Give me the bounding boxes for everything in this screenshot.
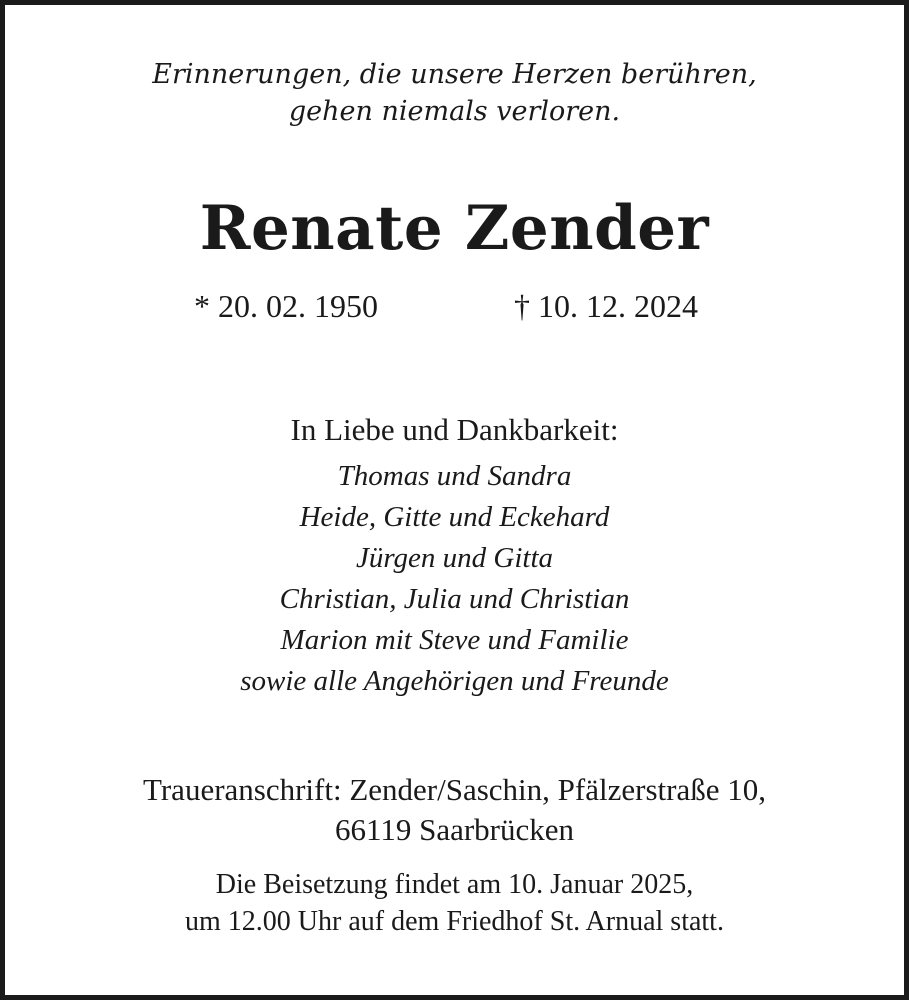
mourning-address — [0, 770, 909, 850]
motto-line-2: gehen niemals verloren. — [288, 96, 621, 127]
dedication: In Liebe und Dankbarkeit: — [290, 412, 619, 447]
mourner-line: Heide, Gitte und Eckehard — [299, 501, 610, 533]
address-line-1: Traueranschrift: Zender/Saschin, Pfälzerstraße 10, — [143, 772, 766, 807]
mourner-line: Marion mit Steve und Familie — [280, 624, 629, 656]
funeral-info — [0, 866, 909, 940]
motto-line-1: Erinnerungen, die unsere Herzen berühren, — [152, 59, 757, 90]
mourners-list — [0, 456, 909, 702]
funeral-line-2: um 12.00 Uhr auf dem Friedhof St. Arnual statt. — [185, 906, 724, 937]
address-line-2: 66119 Saarbrücken — [334, 812, 575, 847]
motto — [0, 56, 909, 130]
deceased-name: Renate Zender — [199, 193, 710, 264]
birth-date: * 20. 02. 1950 — [194, 288, 378, 324]
funeral-line-1: Die Beisetzung findet am 10. Januar 2025, — [215, 869, 694, 900]
death-date: † 10. 12. 2024 — [514, 288, 698, 324]
mourner-line: Thomas und Sandra — [337, 460, 572, 492]
mourner-line: Christian, Julia und Christian — [279, 583, 630, 615]
mourner-line: Jürgen und Gitta — [355, 542, 554, 574]
mourner-line: sowie alle Angehörigen und Freunde — [240, 665, 669, 697]
